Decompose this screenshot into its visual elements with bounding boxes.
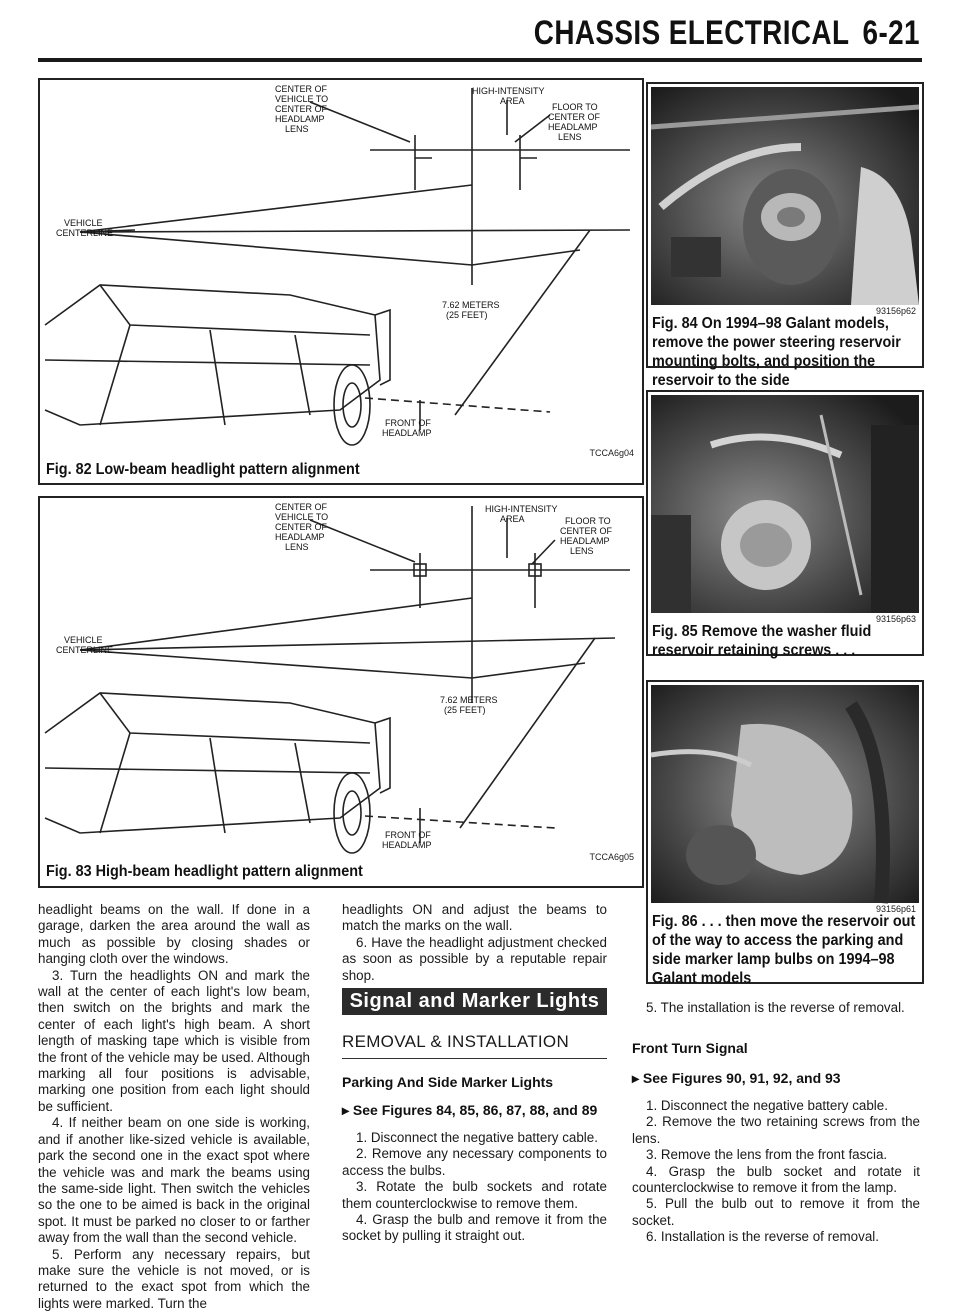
page-header [534,14,920,53]
figure-code: 93156p63 [875,614,916,624]
step: 1. Disconnect the negative battery cable. [356,1130,598,1145]
label-area: AREA [500,514,525,524]
low-beam-diagram [40,80,642,483]
label-vehicle: VEHICLE [64,635,103,645]
label-centerline: CENTERLINE [56,645,114,655]
divider [342,1058,607,1059]
page-number: 6-21 [862,14,920,52]
label-feet: (25 FEET) [446,310,488,320]
paragraph: headlights ON and adjust the beams to match the marks on the wall. [342,902,607,934]
washer-reservoir-photo [651,395,919,613]
label-headlamp: HEADLAMP [275,114,325,124]
see-figures-text: See Figures 90, 91, 92, and 93 [642,1070,841,1086]
step: 4. Grasp the bulb and remove it from the socket by pulling it straight out. [342,1212,607,1244]
column-1 [38,902,310,1312]
figure-code: 93156p62 [875,306,916,316]
step: 4. Grasp the bulb socket and rotate it counterclockwise to remove it from the lamp. [632,1163,920,1196]
label-meters: 7.62 METERS [440,695,498,705]
step: 3. Remove the lens from the front fascia. [646,1147,888,1163]
label-front-of: FRONT OF [385,418,431,428]
paragraph: 4. If neither beam on one side is working, and if another like-sized vehicle is available, park the second one in the exact spot where the vehicle was and mark the beams using the same-side light. Then switch the vehicles so the one to be aimed is back in the original spot. It must be parked no closer to or farther away from the wall than the second vehicle. [38,1115,310,1246]
figure-caption: Fig. 85 Remove the washer fluid reservoir retaining screws . . . [652,623,872,659]
label-headlamp: HEADLAMP [275,532,325,542]
see-figures [342,1102,597,1119]
label-floor-to: FLOOR TO [565,516,611,526]
section-title: CHASSIS ELECTRICAL [533,14,850,52]
step: 5. Pull the bulb out to remove it from the socket. [632,1196,920,1228]
column-2-steps [342,1130,607,1245]
label-high-intensity: HIGH-INTENSITY [485,504,558,514]
high-beam-diagram [40,498,642,886]
figure-caption: Fig. 84 On 1994–98 Galant models, remove the power steering reservoir mounting bolts, and position the reservoir to the side [652,315,901,389]
label-headlamp-2: HEADLAMP [560,536,610,546]
step: 3. Rotate the bulb sockets and rotate them counterclockwise to remove them. [342,1179,607,1211]
paragraph: 3. Turn the headlights ON and mark the wall at the center of each light's low beam, then switch on the brights and mark the center of each light's high beam. A short length of masking tape which is visible from the front of the vehicle may be used. Although marking all four positions is advisable, marking one position from each light should be sufficient. [38,967,310,1114]
label-feet: (25 FEET) [444,705,486,715]
paragraph: 5. Perform any necessary repairs, but make sure the vehicle is not moved, or is returned to the exact spot from which the lights were marked. Turn the [38,1246,310,1311]
step: 2. Remove the two retaining screws from the lens. [632,1114,920,1146]
see-figures-text: See Figures 84, 85, 86, 87, 88, and 89 [352,1102,598,1118]
step: 6. Installation is the reverse of removal. [646,1229,879,1245]
figure-code: TCCA6g04 [589,448,634,458]
paragraph: headlight beams on the wall. If done in a garage, darken the area around the wall as much as possible by closing shades or hanging cloth over the windows. [38,902,310,967]
label-lens-2: LENS [570,546,594,556]
parking-lamp-photo [651,685,919,903]
figure-code: 93156p61 [875,904,916,914]
label-center-of-2: CENTER OF [275,104,328,114]
section-heading: REMOVAL & INSTALLATION [342,1032,570,1051]
figure-caption: Fig. 86 . . . then move the reservoir out of the way to access the parking and side marker lamp bulbs on 1994–98 Galant models [652,913,916,987]
label-headlamp-3: HEADLAMP [382,840,432,850]
figure-85 [646,390,924,659]
label-center-of-3: CENTER OF [560,526,613,536]
label-center-of-2: CENTER OF [275,522,328,532]
step: 1. Disconnect the negative battery cable. [646,1098,888,1113]
label-area: AREA [500,96,525,106]
column-3-steps [632,1098,920,1246]
figure-84 [646,82,924,389]
label-vehicle: VEHICLE [64,218,103,228]
paragraph: 6. Have the headlight adjustment checked as soon as possible by a reputable repair shop. [342,934,607,983]
label-headlamp-2: HEADLAMP [548,122,598,132]
header-rule [38,58,922,62]
section-banner: Signal and Marker Lights [342,988,607,1015]
figure-code: TCCA6g05 [589,852,634,862]
label-lens-2: LENS [558,132,582,142]
arrow-icon: ▸ [632,1070,643,1086]
label-meters: 7.62 METERS [442,300,500,310]
label-high-intensity: HIGH-INTENSITY [472,86,545,96]
figure-caption: Fig. 82 Low-beam headlight pattern alignment [46,461,360,478]
label-front-of: FRONT OF [385,830,431,840]
arrow-icon: ▸ [342,1102,353,1118]
label-lens: LENS [285,124,309,134]
engine-photo [651,87,919,305]
figure-86 [646,680,924,987]
subheading: Front Turn Signal [632,1040,748,1056]
label-center-of-3: CENTER OF [548,112,601,122]
figure-82 [38,78,644,485]
step: 2. Remove any necessary components to access the bulbs. [342,1146,607,1178]
see-figures [632,1070,841,1087]
label-center-of: CENTER OF [275,84,328,94]
step: 5. The installation is the reverse of removal. [646,1000,905,1015]
column-2-intro [342,902,607,984]
label-lens: LENS [285,542,309,552]
figure-caption: Fig. 83 High-beam headlight pattern alignment [46,863,363,880]
label-centerline: CENTERLINE [56,228,114,238]
figure-83 [38,496,644,888]
subheading: Parking And Side Marker Lights [342,1074,554,1090]
label-center-of: CENTER OF [275,502,328,512]
column-3-start [632,1000,920,1016]
label-floor-to: FLOOR TO [552,102,598,112]
label-vehicle-to: VEHICLE TO [275,94,329,104]
label-headlamp-3: HEADLAMP [382,428,432,438]
label-vehicle-to: VEHICLE TO [275,512,329,522]
